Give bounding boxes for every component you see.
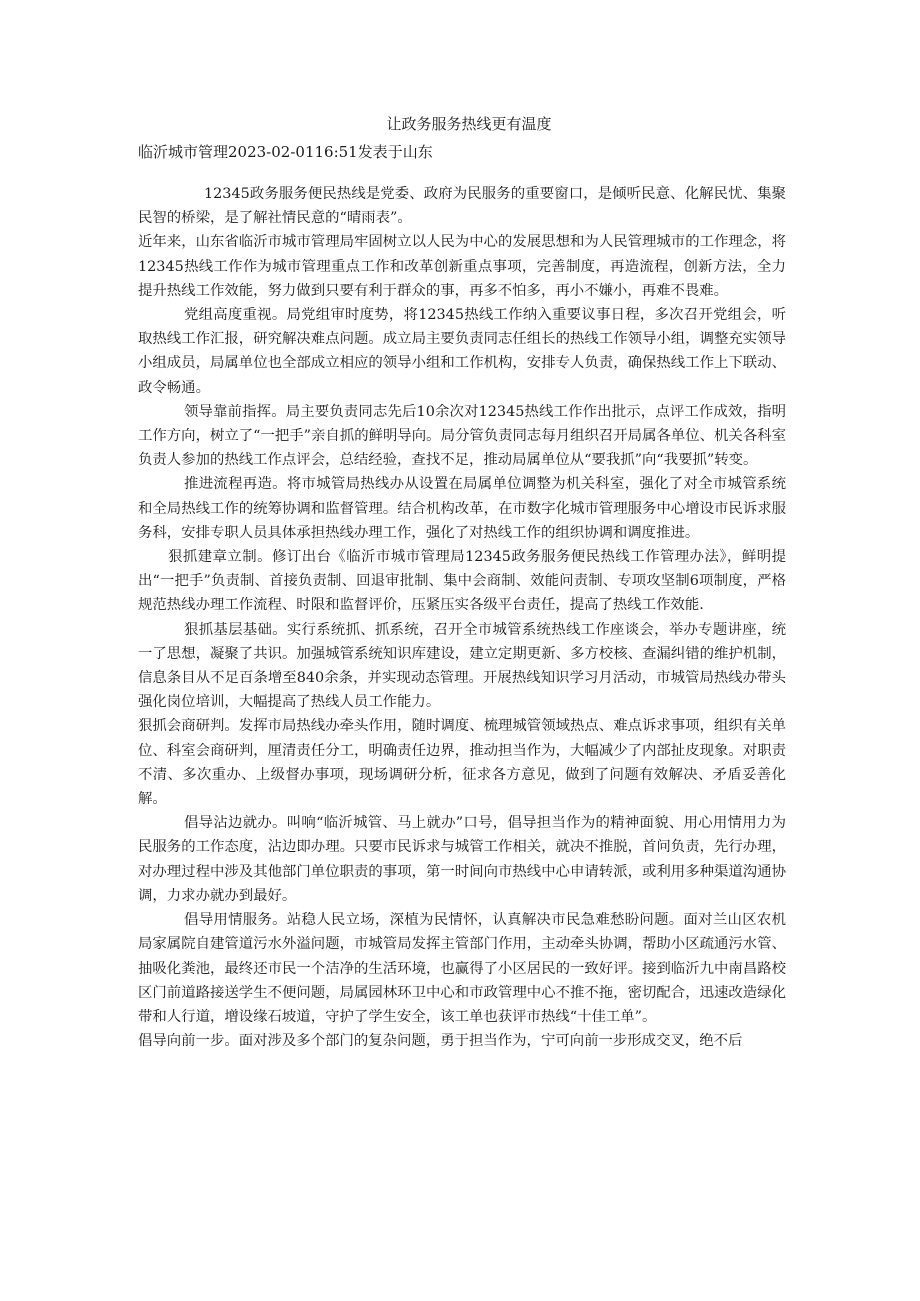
- paragraph-intro: 12345政务服务便民热线是党委、政府为民服务的重要窗口，是倾听民意、化解民忧、集聚民智的桥梁，是了解社情民意的“晴雨表”。: [138, 186, 786, 227]
- paragraph-party-attention: 党组高度重视。局党组审时度势，将12345热线工作纳入重要议事日程，多次召开党组会，听取热线工作汇报，研究解决难点问题。成立局主要负责同志任组长的热线工作领导小组，调整充实领导小组成员，局属单位也全部成立相应的领导小组和工作机构，安排专人负责，确保热线工作上下联动、政令畅通。: [138, 307, 786, 396]
- paragraph-overview: 近年来，山东省临沂市城市管理局牢固树立以人民为中心的发展思想和为人民管理城市的工作理念，将12345热线工作作为城市管理重点工作和改革创新重点事项，完善制度，再造流程，创新方法，全力提升热线工作效能，努力做到只要有利于群众的事，再多不怕多，再小不嫌小，再难不畏难。: [138, 234, 786, 299]
- paragraph-consultation: 狠抓会商研判。发挥市局热线办牵头作用，随时调度、梳理城管领域热点、难点诉求事项，组织有关单位、科室会商研判，厘清责任分工，明确责任边界，推动担当作为，大幅减少了内部扯皮现象。对职责不清、多次重办、上级督办事项，现场调研分析，征求各方意见，做到了问题有效解决、矛盾妥善化解。: [138, 718, 786, 808]
- paragraph-caring-service: 倡导用情服务。站稳人民立场，深植为民情怀，认真解决市民急难愁盼问题。面对兰山区农机局家属院自建管道污水外溢问题，市城管局发挥主管部门作用，主动牵头协调，帮助小区疏通污水管、抽吸化粪池，最终还市民一个洁净的生活环境，也赢得了小区居民的一致好评。接到临沂九中南昌路校区门前道路接送学生不便问题，局属园林环卫中心和市政管理中心不推不拖，密切配合，迅速改造绿化带和人行道，增设缘石坡道，守护了学生安全，该工单也获评市热线“十佳工单”。: [138, 912, 786, 1025]
- article: [138, 112, 786, 1053]
- article-byline: 临沂城市管理2023-02-0116:51发表于山东: [138, 143, 433, 161]
- paragraph-step-forward: 倡导向前一步。面对涉及多个部门的复杂问题，勇于担当作为，宁可向前一步形成交叉，绝不后: [138, 1033, 743, 1050]
- paragraph-rules: 狠抓建章立制。修订出台《临沂市城市管理局12345政务服务便民热线工作管理办法》，鲜明提出“一把手”负责制、首接负责制、回退审批制、集中会商制、效能问责制、专项攻坚制6项制度，严格规范热线办理工作流程、时限和监督评价，压紧压实各级平台责任，提高了热线工作效能.: [138, 549, 786, 614]
- paragraph-handle-promptly: 倡导沾边就办。叫响“临沂城管、马上就办”口号，倡导担当作为的精神面貌、用心用情用力为民服务的工作态度，沾边即办理。只要市民诉求与城管工作相关，就决不推脱，首问负责，先行办理，对办理过程中涉及其他部门单位职责的事项，第一时间向市热线中心申请转派，或利用多种渠道沟通协调，力求办就办到最好。: [138, 815, 786, 904]
- paragraph-leadership: 领导靠前指挥。局主要负责同志先后10余次对12345热线工作作出批示，点评工作成效，指明工作方向，树立了“一把手”亲自抓的鲜明导向。局分管负责同志每月组织召开局属各单位、机关各科室负责人参加的热线工作点评会，总结经验，查找不足，推动局属单位从“要我抓”向“我要抓”转变。: [138, 403, 786, 469]
- paragraph-grassroots: 狠抓基层基础。实行系统抓、抓系统，召开全市城管系统热线工作座谈会，举办专题讲座，统一了思想，凝聚了共识。加强城管系统知识库建设，建立定期更新、多方校核、查漏纠错的维护机制，信息条目从不足百条增至840余条，并实现动态管理。开展热线知识学习月活动，市城管局热线办带头强化岗位培训，大幅提高了热线人员工作能力。: [138, 621, 786, 711]
- paragraph-process: 推进流程再造。将市城管局热线办从设置在局属单位调整为机关科室，强化了对全市城管系统和全局热线工作的统筹协调和监督管理。结合机构改革，在市数字化城市管理服务中心增设市民诉求服务科，安排专职人员具体承担热线办理工作，强化了对热线工作的组织协调和调度推进。: [138, 476, 786, 541]
- article-title: 让政务服务热线更有温度: [386, 115, 552, 133]
